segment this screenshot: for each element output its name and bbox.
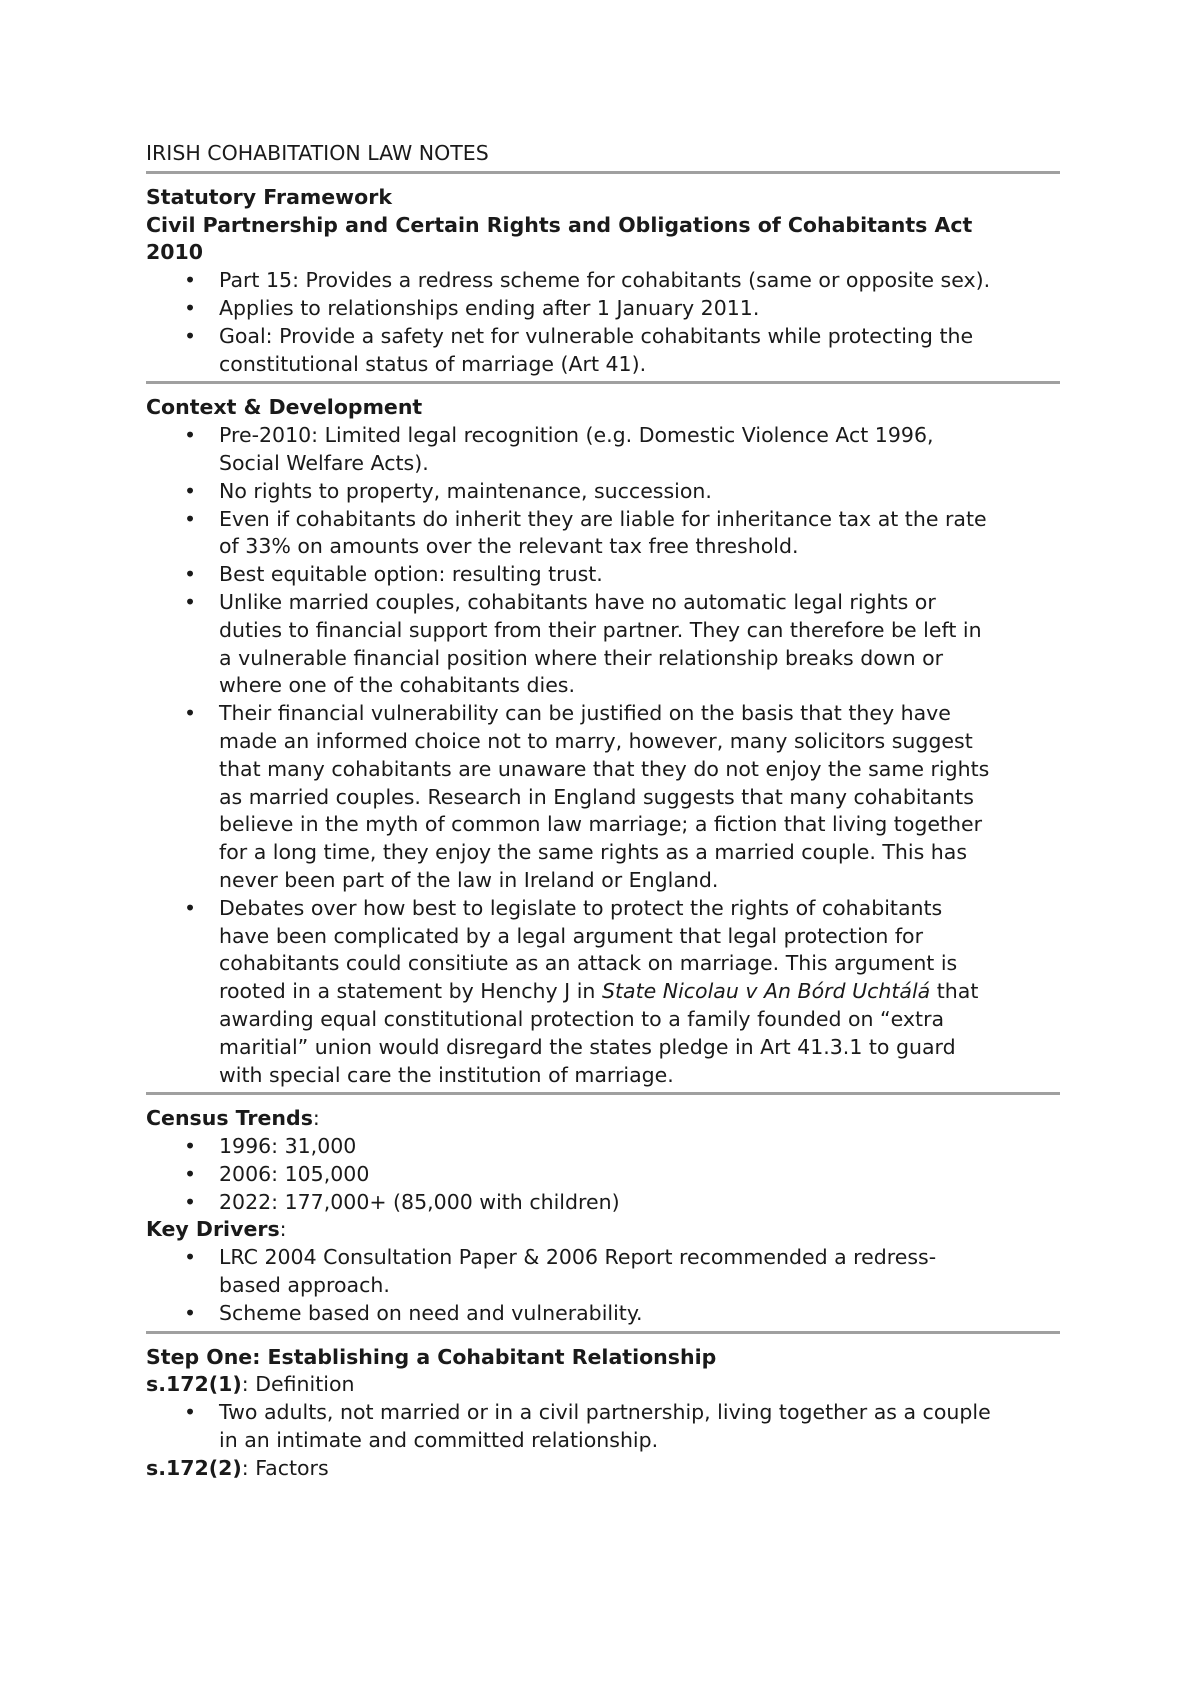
bullet-icon: • [184,478,197,503]
bullet-icon: • [184,268,197,293]
bullet-icon: • [184,1189,197,1214]
bullet-icon: • [184,1400,197,1425]
statutory-framework-heading: Statutory Framework [146,184,392,209]
bullet-icon: • [184,589,197,614]
census-trends-heading: Census Trends: [146,1106,320,1131]
list-item: • Applies to relationships ending after 1 January 2011. [146,295,1060,323]
list-item: • No rights to property, maintenance, succession. [146,478,1060,506]
bullet-icon: • [184,701,197,726]
list-item: • LRC 2004 Consultation Paper & 2006 Report recommended a redress- based approach. [184,1245,937,1298]
bullet-icon: • [184,895,197,920]
section-172-1: s.172(1): Definition [146,1372,355,1397]
document-title: IRISH COHABITATION LAW NOTES [146,141,489,165]
bullet-icon: • [184,423,197,448]
list-item: • Part 15: Provides a redress scheme for cohabitants (same or opposite sex). [146,267,1060,295]
list-item: • Debates over how best to legislate to protect the rights of cohabitants have been complicated by a legal argument that legal protection for cohabitants could consitiute as an attack on marriage. This argument is rooted in a statement by Henchy J in State Nicolau v An Bórd Uchtálá that awarding equal constitutional protection to a family founded on “extra maritial” union would disregard the states pledge in Art 41.3.1 to guard with special care the institution of marriage. [184,895,979,1087]
section-divider [146,1331,1060,1334]
list-item: • Goal: Provide a safety net for vulnerable cohabitants while protecting the constitutional status of marriage (Art 41). [184,323,974,376]
section-divider [146,381,1060,384]
key-drivers-list [146,1244,1060,1327]
act-title-line-1: Civil Partnership and Certain Rights and Obligations of Cohabitants Act [146,212,973,237]
definition-list [146,1399,1060,1455]
bullet-icon: • [184,562,197,587]
bullet-icon: • [184,323,197,348]
context-development-list [146,422,1060,1089]
document-page [146,140,1060,1483]
bullet-icon: • [184,1161,197,1186]
list-item: • 2006: 105,000 [146,1161,1060,1189]
list-item: • Scheme based on need and vulnerability. [146,1300,1060,1328]
list-item: • Pre-2010: Limited legal recognition (e.g. Domestic Violence Act 1996, Social Welfare Acts). [184,423,934,475]
act-title-line-2: 2010 [146,240,204,265]
section-divider [146,171,1060,174]
list-item: • Even if cohabitants do inherit they are liable for inheritance tax at the rate of 33% on amounts over the relevant tax free threshold. [184,506,987,559]
list-item: • 1996: 31,000 [146,1133,1060,1161]
case-citation: State Nicolau v An Bórd Uchtálá [601,979,931,1004]
key-drivers-heading: Key Drivers: [146,1217,287,1242]
list-item: • Their financial vulnerability can be justified on the basis that they have made an informed choice not to marry, however, many solicitors suggest that many cohabitants are unaware that they do not enjoy the same rights as married couples. Research in England suggests that many cohabitants believe in the myth of common law marriage; a fiction that living together for a long time, they enjoy the same rights as a married couple. This has never been part of the law in Ireland or England. [184,701,990,892]
bullet-icon: • [184,1134,197,1159]
list-item: • 2022: 177,000+ (85,000 with children) [146,1189,1060,1217]
list-item: • Two adults, not married or in a civil partnership, living together as a couple in an intimate and committed relationship. [184,1400,991,1453]
bullet-icon: • [184,506,197,531]
section-divider [146,1092,1060,1095]
bullet-icon: • [184,1300,197,1325]
bullet-icon: • [184,295,197,320]
section-172-2: s.172(2): Factors [146,1455,329,1480]
list-item: • Unlike married couples, cohabitants have no automatic legal rights or duties to financial support from their partner. They can therefore be left in a vulnerable financial position where their relationship breaks down or where one of the cohabitants dies. [184,589,982,698]
context-development-heading: Context & Development [146,395,423,420]
step-one-heading: Step One: Establishing a Cohabitant Relationship [146,1344,717,1369]
statutory-framework-list [146,267,1060,378]
bullet-icon: • [184,1245,197,1270]
list-item: • Best equitable option: resulting trust. [146,561,1060,589]
census-trends-list [146,1133,1060,1216]
